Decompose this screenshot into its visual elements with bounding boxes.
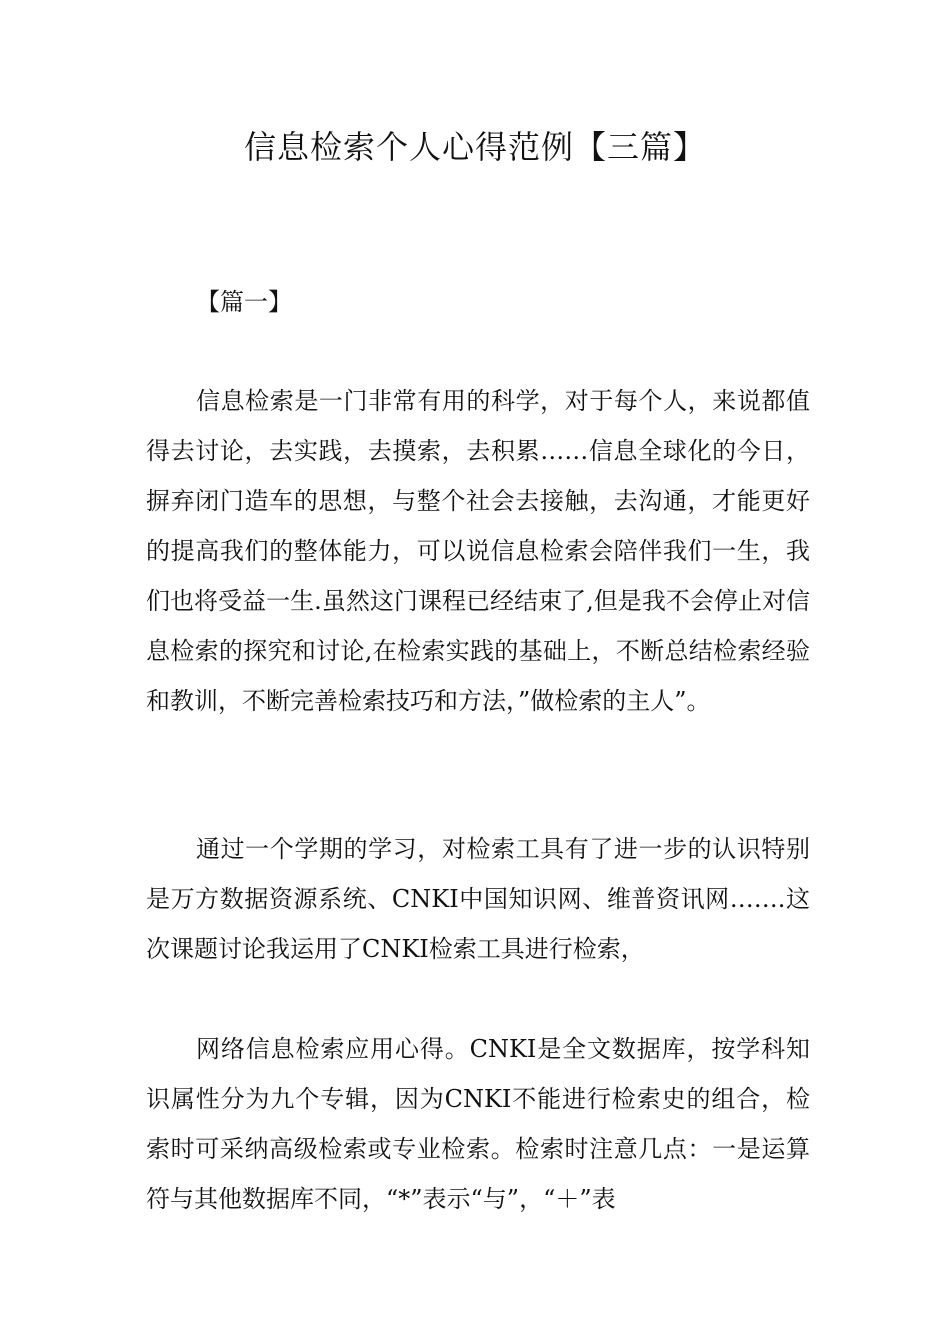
paragraph-1: 信息检索是一门非常有用的科学，对于每个人，来说都值得去讨论，去实践，去摸索，去积累……信息全球化的今日，摒弃闭门造车的思想，与整个社会去接触，去沟通，才能更好的提高我们的整体能力，可以说信息检索会陪伴我们一生，我们也将受益一生.虽然这门课程已经结束了,但是我不会停止对信息检索的探究和讨论,在检索实践的基础上，不断总结检索经验和教训，不断完善检索技巧和方法，”做检索的主人”。: [146, 387, 810, 715]
section-heading: 【篇一】: [196, 288, 292, 316]
paragraph-3: 网络信息检索应用心得。CNKI是全文数据库，按学科知识属性分为九个专辑，因为CNKI不能进行检索史的组合，检索时可采纳高级检索或专业检索。检索时注意几点：一是运算符与其他数据库不同，“*”表示“与”，“＋”表: [146, 1035, 810, 1213]
paragraph-2: 通过一个学期的学习，对检索工具有了进一步的认识特别是万方数据资源系统、CNKI中国知识网、维普资讯网…….这次课题讨论我运用了CNKI检索工具进行检索，: [146, 835, 810, 963]
document-title: 信息检索个人心得范例【三篇】: [243, 128, 706, 166]
